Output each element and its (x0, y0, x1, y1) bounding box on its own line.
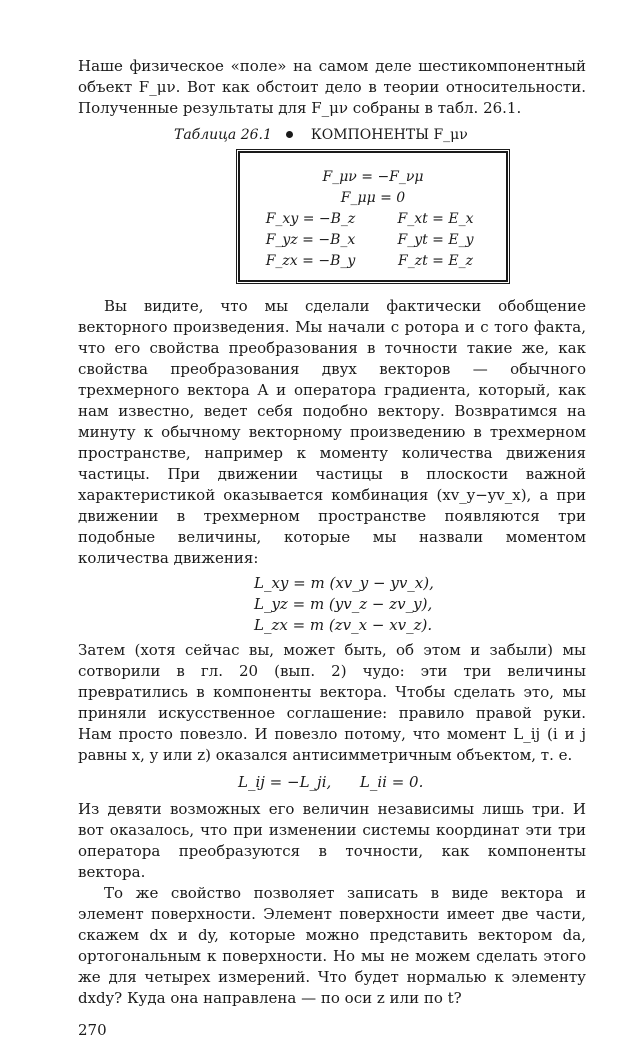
antisymmetry-equation: L_ij = −L_ji, L_ii = 0. (238, 773, 424, 791)
equation-line: L_xy = m (xv_y − yv_x), (254, 574, 434, 592)
book-page (78, 56, 586, 1039)
page-number: 270 (78, 1021, 107, 1039)
paragraph-3: Затем (хотя сейчас вы, может быть, об этом и забыли) мы сотворили в гл. 20 (вып. 2) чудо: эти три величины превратились в компоненты вектора. Чтобы сделать это, мы приняли искусственное соглашение: правило правой руки. Нам просто повезло. И повезло потому, что момент L_ij (i и j равны x, y или z) оказался антисимметричным объектом, т. е. (78, 641, 586, 764)
table-cell: F_xy = −B_z (265, 211, 356, 227)
table-title: КОМПОНЕНТЫ F_μν (310, 127, 468, 143)
bullet-icon (286, 131, 293, 138)
table-cell: F_yz = −B_x (265, 232, 356, 248)
equation-line: L_zx = m (zv_x − xv_z). (254, 616, 433, 634)
table-row (248, 230, 498, 251)
paragraph-4: Из девяти возможных его величин независимы лишь три. И вот оказалось, что при изменении системы координат эти три оператора преобразуются в точности, как компоненты вектора. (78, 800, 586, 881)
angular-momentum-equations (254, 573, 586, 636)
table-row-diagonal: F_μμ = 0 (340, 190, 406, 206)
table-cell: F_xt = E_x (397, 211, 474, 227)
table-cell: F_yt = E_y (397, 232, 474, 248)
paragraph-5: То же свойство позволяет записать в виде вектора и элемент поверхности. Элемент поверхности имеет две части, скажем dx и dy, которые можно представить вектором da, ортогональным к поверхности. Но мы не можем сделать этого же для четырех измерений. Что будет нормалью к элементу dxdy? Куда она направлена — по оси z или по t? (78, 884, 586, 1007)
table-label: Таблица 26.1 (174, 127, 272, 143)
paragraph-1: Наше физическое «поле» на самом деле шестикомпонентный объект F_μν. Вот как обстоит дело в теории относительности. Полученные результаты для F_μν собраны в табл. 26.1. (78, 57, 586, 117)
paragraph-2: Вы видите, что мы сделали фактически обобщение векторного произведения. Мы начали с ротора и с того факта, что его свойства преобразования в точности такие же, как свойства преобразования двух векторов — обычного трехмерного вектора A и оператора градиента, который, как нам известно, ведет себя подобно вектору. Возвратимся на минуту к обычному векторному произведению в трехмерном пространстве, например к моменту количества движения частицы. При движении частицы в плоскости важной характеристикой оказывается комбинация (xv_y−yv_x), а при движении в трехмерном пространстве появляются три подобные величины, которые мы назвали моментом количества движения: (78, 297, 586, 567)
table-row-antisym: F_μν = −F_νμ (322, 169, 424, 185)
equation-line: L_yz = m (yv_z − zv_y), (254, 595, 433, 613)
table-26-1 (238, 151, 508, 282)
table-caption (174, 125, 586, 145)
table-cell: F_zt = E_z (398, 253, 473, 269)
table-row (248, 251, 498, 272)
table-row (248, 209, 498, 230)
table-cell: F_zx = −B_y (265, 253, 356, 269)
